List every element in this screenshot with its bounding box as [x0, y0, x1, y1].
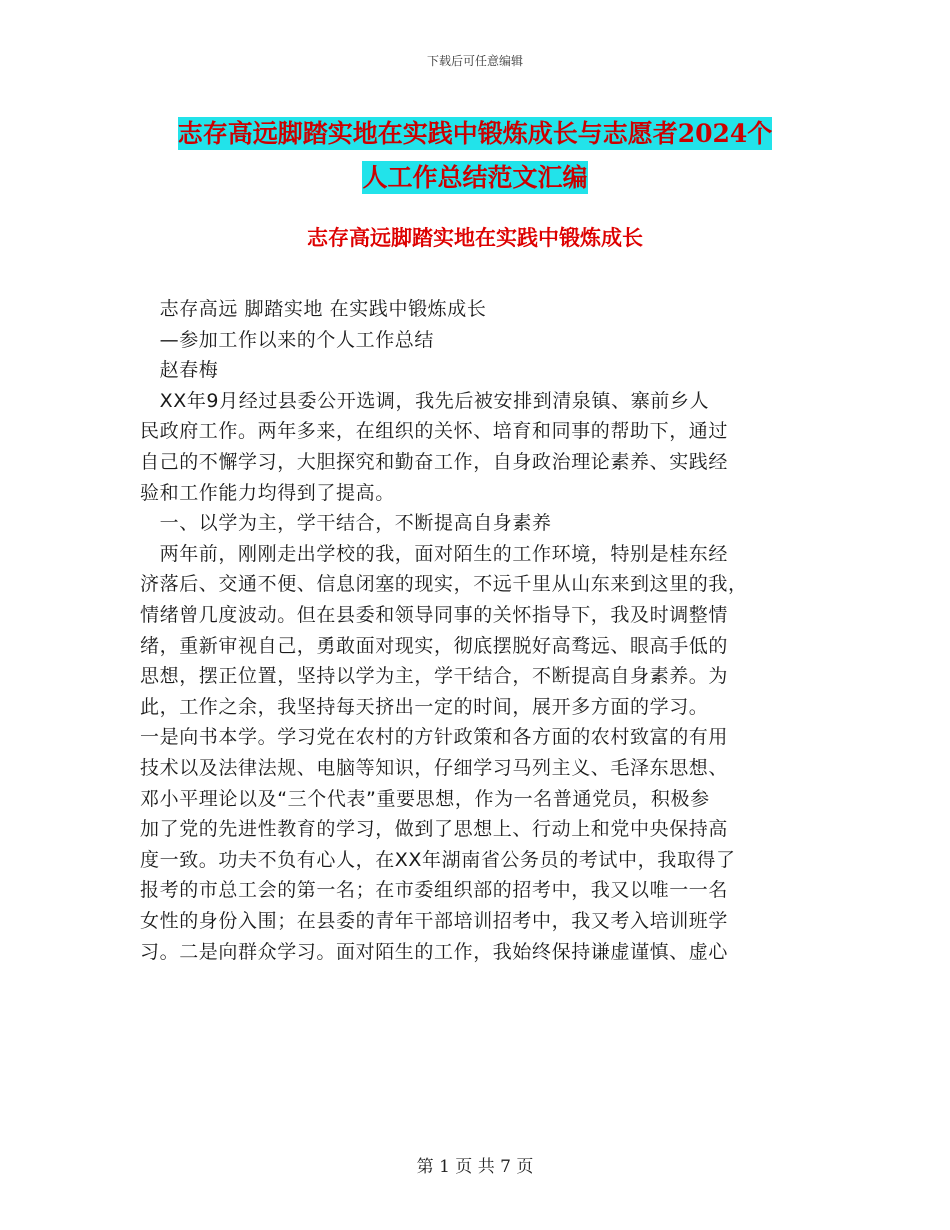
- body-line: 此，工作之余，我坚持每天挤出一定的时间，展开多方面的学习。: [140, 695, 709, 718]
- title-highlight: 人工作总结范文汇编: [362, 163, 588, 192]
- body-line: 度一致。功夫不负有心人，在XX年湖南省公务员的考试中，我取得了: [140, 848, 736, 871]
- body-line: 一是向书本学。学习党在农村的方针政策和各方面的农村致富的有用: [140, 726, 729, 749]
- body-line: 民政府工作。两年多来，在组织的关怀、培育和同事的帮助下，通过: [140, 420, 729, 443]
- title-highlight: 志存高远脚踏实地在实践中锻炼成长与志愿者2024个: [177, 119, 773, 148]
- body-line: 邓小平理论以及“三个代表”重要思想，作为一名普通党员，积极参: [140, 787, 710, 810]
- body-line: 情绪曾几度波动。但在县委和领导同事的关怀指导下，我及时调整情: [140, 604, 729, 626]
- body-line: 志存高远 脚踏实地 在实践中锻炼成长: [140, 298, 487, 320]
- body-line: XX年9月经过县委公开选调，我先后被安排到清泉镇、寨前乡人: [140, 389, 710, 412]
- body-line: 思想，摆正位置，坚持以学为主，学干结合，不断提高自身素养。为: [140, 665, 729, 688]
- body-line: 验和工作能力均得到了提高。: [140, 481, 395, 504]
- body-line: 赵春梅: [140, 359, 219, 382]
- section-title: 志存高远脚踏实地在实践中锻炼成长: [307, 225, 643, 250]
- body-line: 报考的市总工会的第一名；在市委组织部的招考中，我又以唯一一名: [140, 879, 729, 902]
- page-header-note: 下载后可任意编辑: [426, 54, 523, 68]
- body-line: 技术以及法律法规、电脑等知识，仔细学习马列主义、毛泽东思想、: [140, 757, 729, 779]
- body-line: —参加工作以来的个人工作总结: [140, 328, 435, 351]
- body-line: 两年前，刚刚走出学校的我，面对陌生的工作环境，特别是桂东经: [140, 542, 729, 565]
- document-title-line-1: [0, 112, 950, 156]
- body-line: 加了党的先进性教育的学习，做到了思想上、行动上和党中央保持高: [140, 818, 729, 841]
- body-line: 自己的不懈学习，大胆探究和勤奋工作，自身政治理论素养、实践经: [140, 451, 729, 473]
- body-line: 绪，重新审视自己，勇敢面对现实，彻底摆脱好高骛远、眼高手低的: [140, 634, 729, 657]
- body-line: 济落后、交通不便、信息闭塞的现实，不远千里从山东来到这里的我，: [140, 573, 748, 596]
- body-line: 习。二是向群众学习。面对陌生的工作，我始终保持谦虚谨慎、虚心: [140, 940, 729, 963]
- body-line: 一、以学为主，学干结合，不断提高自身素养: [140, 512, 552, 535]
- page-footer: 第 1 页 共 7 页: [416, 1157, 534, 1177]
- body-line: 女性的身份入围；在县委的青年干部培训招考中，我又考入培训班学: [140, 910, 729, 932]
- document-title-line-2: [0, 156, 950, 200]
